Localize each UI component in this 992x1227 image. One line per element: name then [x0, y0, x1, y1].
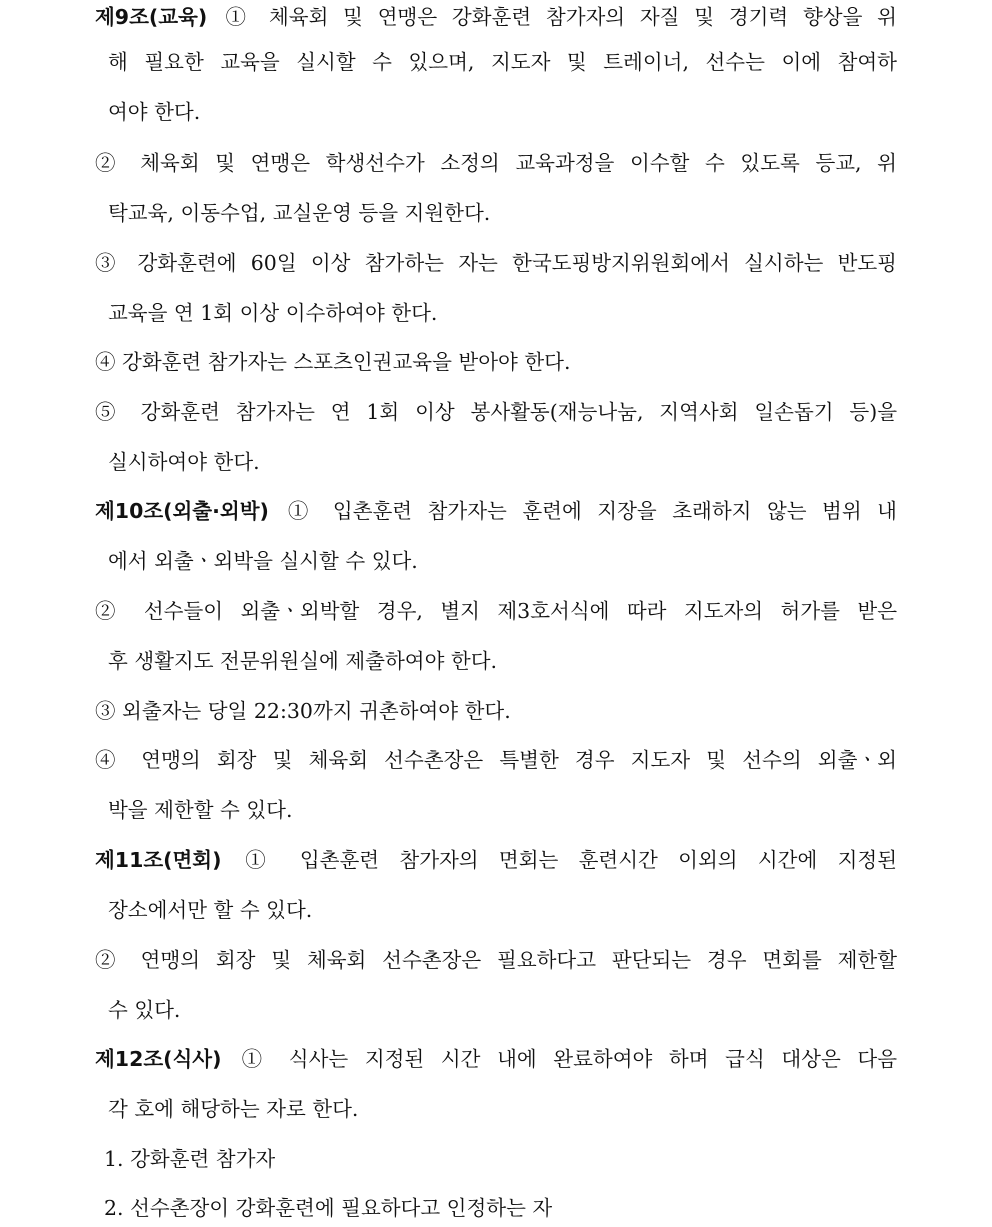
article-9-line-3: 여야 한다.	[108, 100, 201, 124]
article-11-text-1: ① 입촌훈련 참가자의 면회는 훈련시간 이외의 시간에 지정된	[231, 848, 897, 872]
article-12-heading: 제12조(식사)	[95, 1047, 222, 1071]
article-11-line-2: 장소에서만 할 수 있다.	[108, 898, 313, 922]
article-9-line-7: 교육을 연 1회 이상 이수하여야 한다.	[108, 301, 438, 325]
article-10-line-3: ② 선수들이 외출ㆍ외박할 경우, 별지 제3호서식에 따라 지도자의 허가를 받은	[95, 599, 897, 623]
article-12-text-1: ① 식사는 지정된 시간 내에 완료하여야 하며 급식 대상은 다음	[231, 1047, 897, 1071]
article-9-line-10: 실시하여야 한다.	[108, 450, 260, 474]
article-9-line-4: ② 체육회 및 연맹은 학생선수가 소정의 교육과정을 이수할 수 있도록 등교, 위	[95, 151, 897, 175]
article-9-text-1: ① 체육회 및 연맹은 강화훈련 참가자의 자질 및 경기력 향상을 위	[217, 5, 897, 29]
article-12-item-2: 2. 선수촌장이 강화훈련에 필요하다고 인정하는 자	[104, 1196, 553, 1220]
article-10-heading: 제10조(외출·외박)	[95, 499, 269, 523]
article-11-line-3: ② 연맹의 회장 및 체육회 선수촌장은 필요하다고 판단되는 경우 면회를 제한할	[95, 948, 897, 972]
article-9-line-1	[95, 2, 897, 32]
article-9-line-6: ③ 강화훈련에 60일 이상 참가하는 자는 한국도핑방지위원회에서 실시하는 반도핑	[95, 251, 897, 275]
article-11-line-1	[95, 845, 897, 875]
article-11-heading: 제11조(면회)	[95, 848, 222, 872]
article-9-line-5: 탁교육, 이동수업, 교실운영 등을 지원한다.	[108, 201, 491, 225]
article-9-line-8: ④ 강화훈련 참가자는 스포츠인권교육을 받아야 한다.	[95, 350, 571, 374]
article-9-line-2: 해 필요한 교육을 실시할 수 있으며, 지도자 및 트레이너, 선수는 이에 참여하	[108, 50, 897, 74]
article-10-line-6: ④ 연맹의 회장 및 체육회 선수촌장은 특별한 경우 지도자 및 선수의 외출ㆍ외	[95, 748, 897, 772]
article-9-heading: 제9조(교육)	[95, 5, 208, 29]
article-10-line-1	[95, 496, 897, 526]
article-10-line-7: 박을 제한할 수 있다.	[108, 798, 293, 822]
article-10-line-2: 에서 외출ㆍ외박을 실시할 수 있다.	[108, 549, 418, 573]
article-11-line-4: 수 있다.	[108, 998, 181, 1022]
article-12-item-1: 1. 강화훈련 참가자	[104, 1147, 276, 1171]
article-9-line-9: ⑤ 강화훈련 참가자는 연 1회 이상 봉사활동(재능나눔, 지역사회 일손돕기 등)을	[95, 400, 897, 424]
article-12-line-2: 각 호에 해당하는 자로 한다.	[108, 1097, 359, 1121]
article-10-line-4: 후 생활지도 전문위원실에 제출하여야 한다.	[108, 649, 498, 673]
article-12-line-1	[95, 1044, 897, 1074]
article-10-line-5: ③ 외출자는 당일 22:30까지 귀촌하여야 한다.	[95, 699, 511, 723]
article-10-text-1: ① 입촌훈련 참가자는 훈련에 지장을 초래하지 않는 범위 내	[278, 499, 897, 523]
